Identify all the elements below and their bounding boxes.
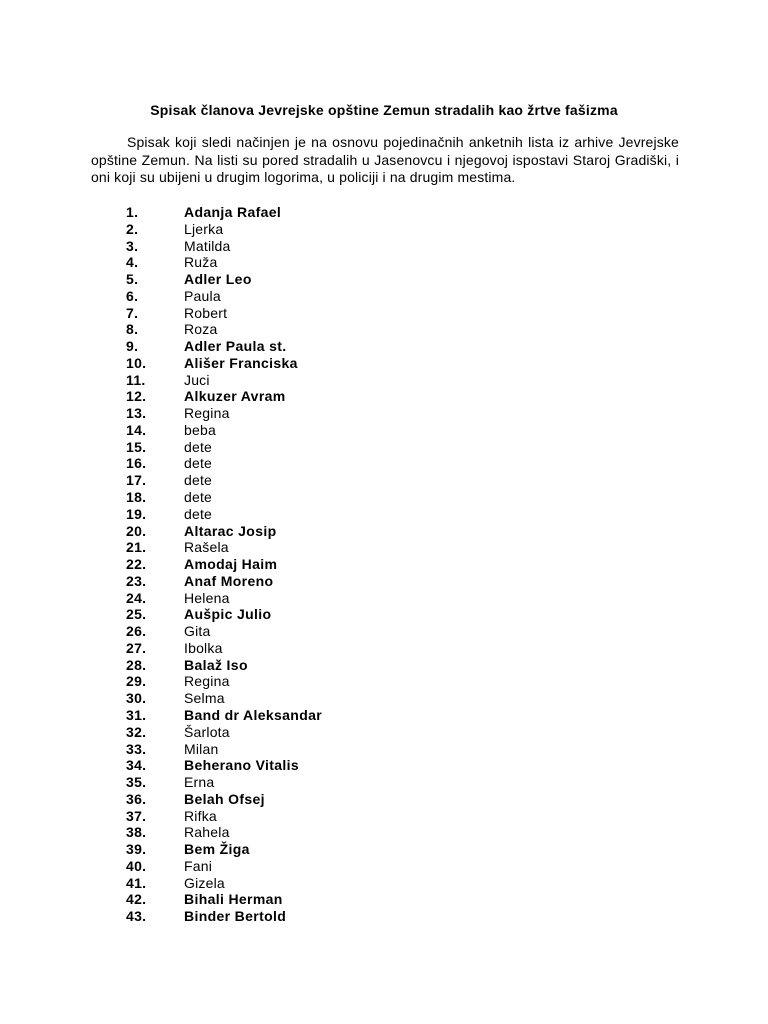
family-head-name: Belah Ofsej [184, 790, 265, 807]
list-item-number: 1. [126, 204, 139, 220]
list-item-number: 28. [126, 656, 147, 673]
list-item-number: 43. [126, 908, 147, 925]
family-member-name: Rifka [184, 807, 217, 824]
list-item [0, 690, 768, 707]
list-item-number: 29. [126, 673, 147, 690]
list-item [0, 707, 768, 724]
list-item [0, 774, 768, 791]
list-item [0, 405, 768, 422]
list-item-number: 24. [126, 589, 147, 606]
list-item-number: 14. [126, 421, 147, 438]
list-item-number: 42. [126, 891, 147, 908]
list-item [0, 556, 768, 573]
family-member-name: dete [184, 438, 213, 455]
family-member-name: Juci [184, 371, 210, 388]
family-head-name: Anaf Moreno [184, 572, 274, 589]
family-head-name: Altarac Josip [184, 522, 277, 539]
family-member-name: dete [184, 505, 213, 522]
list-item [0, 372, 768, 389]
list-item-number: 16. [126, 455, 147, 472]
list-item [0, 891, 768, 908]
family-member-name: Ljerka [184, 220, 224, 237]
list-item-number: 27. [126, 639, 147, 656]
family-member-name: Paula [184, 287, 221, 304]
list-item-number: 10. [126, 354, 147, 371]
list-item [0, 254, 768, 271]
list-item-number: 33. [126, 740, 147, 757]
list-item-number: 31. [126, 706, 147, 723]
list-item [0, 455, 768, 472]
family-member-name: dete [184, 455, 213, 472]
list-item [0, 422, 768, 439]
family-member-name: Matilda [184, 237, 231, 254]
list-item [0, 791, 768, 808]
victims-list [0, 204, 768, 925]
list-item [0, 724, 768, 741]
family-head-name: Bem Žiga [184, 841, 250, 858]
family-head-name: Band dr Aleksandar [184, 706, 323, 723]
list-item-number: 13. [126, 405, 147, 422]
list-item-number: 19. [126, 505, 147, 522]
list-item-number: 8. [126, 321, 139, 338]
list-item-number: 30. [126, 690, 147, 707]
list-item [0, 657, 768, 674]
list-item-number: 3. [126, 237, 139, 254]
list-item-number: 6. [126, 287, 139, 304]
family-member-name: Rahela [184, 824, 230, 841]
family-head-name: Alkuzer Avram [184, 388, 286, 405]
list-item [0, 590, 768, 607]
list-item [0, 539, 768, 556]
family-member-name: dete [184, 489, 213, 506]
document-intro: Spisak koji sledi načinjen je na osnovu pojedinačnih anketnih lista iz arhive Jevrejske opštine Zemun. Na listi su pored stradalih u Jasenovcu i njegovoj ispostavi Staroj Gradiški, i oni koji su ubijeni u drugim logorima, u policiji i na drugim mestima. [91, 134, 679, 185]
list-item [0, 288, 768, 305]
list-item-number: 37. [126, 807, 147, 824]
list-item [0, 741, 768, 758]
list-item-number: 5. [126, 271, 139, 288]
family-member-name: Gita [184, 623, 211, 640]
list-item [0, 841, 768, 858]
family-member-name: Rašela [184, 539, 229, 556]
list-item-number: 38. [126, 824, 147, 841]
family-member-name: Regina [184, 405, 230, 422]
family-member-name: Gizela [184, 874, 225, 891]
family-head-name: Adanja Rafael [184, 204, 282, 220]
list-item [0, 238, 768, 255]
family-member-name: Roza [184, 321, 218, 338]
family-member-name: Selma [184, 690, 225, 707]
list-item-number: 25. [126, 606, 147, 623]
family-head-name: Aušpic Julio [184, 606, 272, 623]
list-item-number: 4. [126, 254, 139, 271]
list-item-number: 2. [126, 220, 139, 237]
family-head-name: Ališer Franciska [184, 354, 298, 371]
list-item-number: 41. [126, 874, 147, 891]
list-item [0, 808, 768, 825]
family-member-name: Regina [184, 673, 230, 690]
family-member-name: Robert [184, 304, 228, 321]
family-member-name: dete [184, 472, 213, 489]
list-item-number: 15. [126, 438, 147, 455]
list-item [0, 875, 768, 892]
list-item [0, 623, 768, 640]
list-item [0, 388, 768, 405]
family-head-name: Adler Paula st. [184, 338, 287, 355]
list-item [0, 305, 768, 322]
list-item [0, 824, 768, 841]
list-item [0, 523, 768, 540]
list-item [0, 640, 768, 657]
list-item [0, 472, 768, 489]
list-item-number: 34. [126, 757, 147, 774]
list-item [0, 355, 768, 372]
family-head-name: Adler Leo [184, 271, 252, 288]
family-member-name: Helena [184, 589, 230, 606]
list-item-number: 40. [126, 857, 147, 874]
family-member-name: Šarlota [184, 723, 230, 740]
list-item-number: 36. [126, 790, 147, 807]
family-head-name: Amodaj Haim [184, 556, 278, 573]
list-item [0, 757, 768, 774]
list-item [0, 221, 768, 238]
family-member-name: Milan [184, 740, 219, 757]
list-item-number: 12. [126, 388, 147, 405]
list-item-number: 23. [126, 572, 147, 589]
list-item-number: 18. [126, 489, 147, 506]
list-item [0, 489, 768, 506]
list-item-number: 11. [126, 371, 146, 388]
list-item [0, 506, 768, 523]
family-member-name: beba [184, 421, 216, 438]
list-item [0, 573, 768, 590]
list-item [0, 204, 768, 221]
family-head-name: Balaž Iso [184, 656, 248, 673]
list-item-number: 17. [126, 472, 147, 489]
family-member-name: Ibolka [184, 639, 223, 656]
family-head-name: Binder Bertold [184, 908, 287, 925]
list-item-number: 7. [126, 304, 139, 321]
list-item-number: 22. [126, 556, 147, 573]
list-item [0, 439, 768, 456]
list-item-number: 20. [126, 522, 147, 539]
list-item-number: 32. [126, 723, 147, 740]
family-member-name: Fani [184, 857, 213, 874]
list-item-number: 9. [126, 338, 139, 355]
list-item [0, 606, 768, 623]
document-title: Spisak članova Jevrejske opštine Zemun stradalih kao žrtve fašizma [150, 102, 618, 118]
list-item-number: 26. [126, 623, 147, 640]
list-item-number: 35. [126, 774, 147, 791]
list-item [0, 338, 768, 355]
family-member-name: Erna [184, 774, 215, 791]
list-item [0, 858, 768, 875]
family-head-name: Beherano Vitalis [184, 757, 300, 774]
list-item-number: 21. [126, 539, 147, 556]
list-item-number: 39. [126, 841, 147, 858]
list-item [0, 321, 768, 338]
list-item [0, 673, 768, 690]
list-item [0, 271, 768, 288]
family-head-name: Bihali Herman [184, 891, 283, 908]
family-member-name: Ruža [184, 254, 218, 271]
list-item [0, 908, 768, 925]
